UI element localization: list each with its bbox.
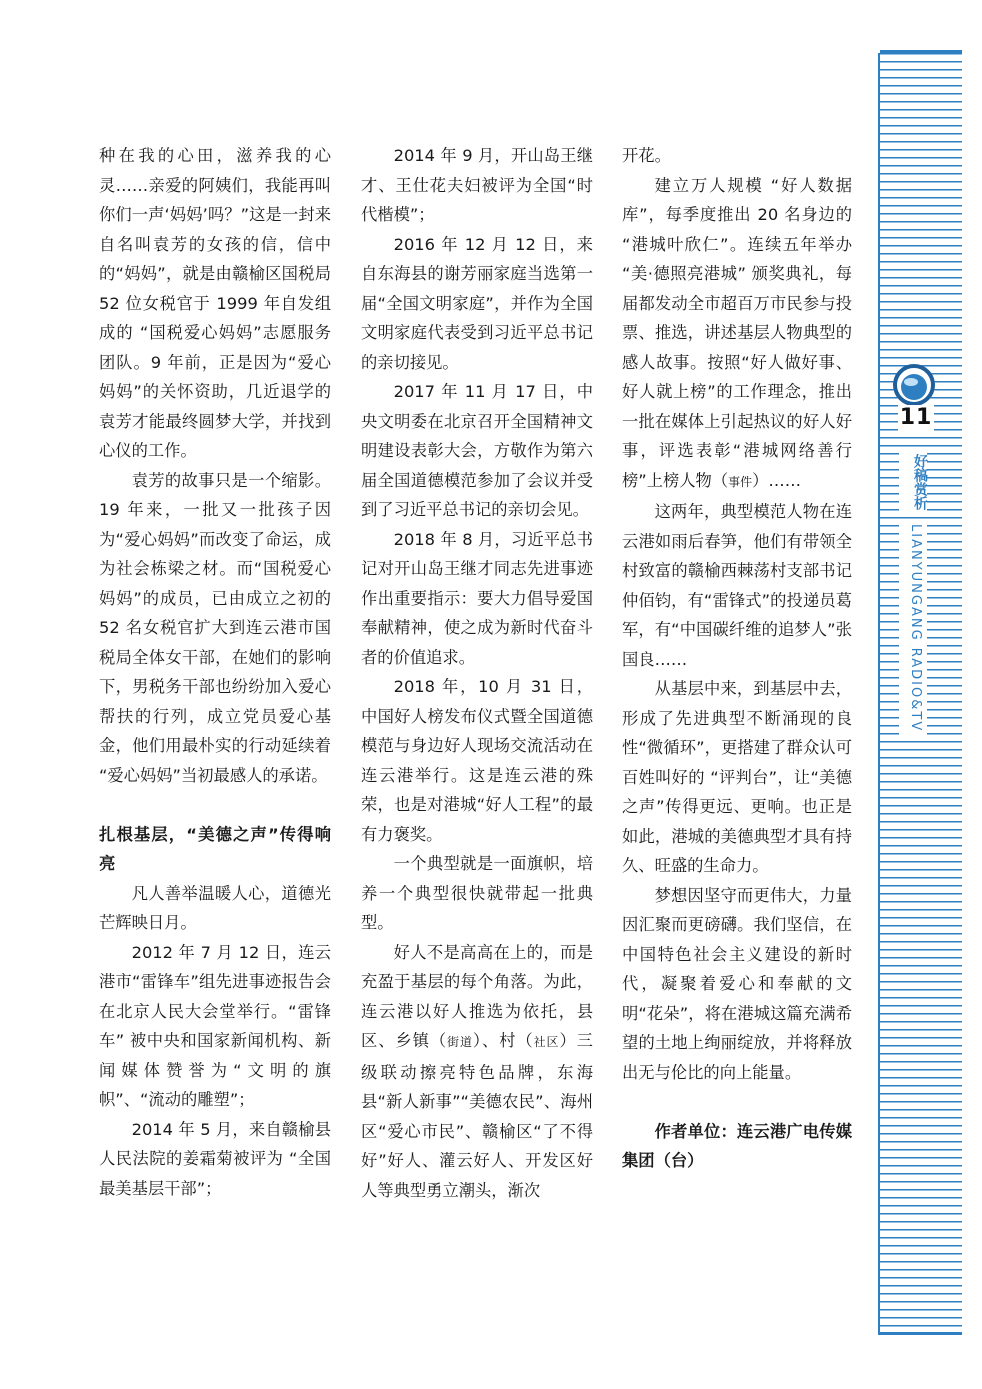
paragraph: 种在我的心田，滋养我的心灵……亲爱的阿姨们，我能再叫你们一声‘妈妈’吗？”这是一封来自名叫袁芳的女孩的信，信中的“妈妈”，就是由赣榆区国税局 52 位女税官于 1999 年自发组成的 “国税爱心妈妈”志愿服务团队。9 年前，正是因为“爱心妈妈”的关怀资助，几近退学的袁芳才能最终圆梦大学，并找到心仪的工作。 [99, 146, 331, 460]
text-run: ）三级联动擦亮特色品牌，东海县“新人新事”“美德农民”、海州区“爱心市民”、赣榆区“了不得好”好人、灌云好人、开发区好人等典型勇立潮头，渐次 [361, 1031, 593, 1200]
paragraph: 2018 年 8 月，习近平总书记对开山岛王继才同志先进事迹作出重要指示：要大力倡导爱国奉献精神，使之成为新时代奋斗者的价值追求。 [361, 529, 593, 667]
text-run-small: 社区 [533, 1035, 560, 1049]
paragraph: 2018 年，10 月 31 日，中国好人榜发布仪式暨全国道德模范与身边好人现场交流活动在连云港举行。这是连云港的殊荣，也是对港城“好人工程”的最有力褒奖。 [361, 677, 593, 844]
text-column-3 [622, 141, 852, 1176]
paragraph [361, 938, 593, 1206]
paragraph: 2014 年 5 月，来自赣榆县人民法院的姜霜菊被评为 “全国最美基层干部”； [99, 1119, 331, 1198]
text-run: ）…… [752, 470, 801, 490]
paragraph: 2016 年 12 月 12 日，来自东海县的谢芳丽家庭当选第一届“全国文明家庭”，并作为全国文明家庭代表受到习近平总书记的亲切接见。 [361, 234, 593, 372]
text-run-small: 事件 [728, 474, 753, 489]
paragraph: 凡人善举温暖人心，道德光芒辉映日月。 [99, 883, 331, 932]
text-run: 建立万人规模 “好人数据库”，每季度推出 20 名身边的 “港城叶欣仁”。连续五年举办 “美·德照亮港城” 颁奖典礼，每届都发动全市超百万市民参与投票、推选，讲述基层人物典型的感人故事。按照“好人做好事、好人就上榜”的工作理念，推出一批在媒体上引起热议的好人好事，评选表彰“港城网络善行榜”上榜人物（ [622, 175, 852, 490]
author-affiliation: 作者单位：连云港广电传媒集团（台） [622, 1121, 852, 1170]
text-column-2 [361, 141, 593, 1205]
paragraph: 这两年，典型模范人物在连云港如雨后春笋，他们有带领全村致富的赣榆西棘荡村支部书记仲佰钧，有“雷锋式”的投递员葛军，有“中国碳纤维的追梦人”张国良…… [622, 502, 852, 669]
page-number: 11 [899, 405, 933, 430]
paragraph: 2014 年 9 月，开山岛王继才、王仕花夫妇被评为全国“时代楷模”； [361, 146, 593, 224]
section-label: 好稿赏析 [899, 452, 927, 512]
paragraph: 2012 年 7 月 12 日，连云港市“雷锋车”组先进事迹报告会在北京人民大会堂举行。“雷锋车” 被中央和国家新闻机构、新闻媒体赞誉为“文明的旗帜”、“流动的雕塑”； [99, 942, 331, 1109]
paragraph: 梦想因坚守而更伟大，力量因汇聚而更磅礴。我们坚信，在中国特色社会主义建设的新时代，凝聚着爱心和奉献的文明“花朵”，将在港城这篇充满希望的土地上绚丽绽放，并将释放出无与伦比的向上能量。 [622, 885, 852, 1082]
section-heading: 扎根基层，“美德之声”传得响亮 [99, 824, 331, 873]
band-bottom-rule [880, 1332, 962, 1335]
paragraph: 开花。 [622, 146, 671, 165]
text-run-small: 街道 [447, 1035, 473, 1049]
text-run: 好人不是高高在上的，而是充盈于基层的每个角落。为此，连云港以好人推选为依托，县区、乡镇（ [361, 942, 593, 1050]
paragraph [622, 171, 852, 498]
spacer [622, 1087, 852, 1117]
paragraph: 一个典型就是一面旗帜，培养一个典型很快就带起一批典型。 [361, 854, 593, 932]
text-run: ）、村（ [472, 1031, 534, 1050]
paragraph: 从基层中来，到基层中去，形成了先进典型不断涌现的良性“微循环”，更搭建了群众认可百姓叫好的 “评判台”，让“美德之声”传得更远、更响。也正是如此，港城的美德典型才具有持久、旺盛的生命力。 [622, 679, 852, 875]
english-label: LIANYUNGANG RADIO&TV [899, 520, 927, 736]
band-left-rule [878, 53, 880, 1335]
paragraph: 袁芳的故事只是一个缩影。19 年来，一批又一批孩子因为“爱心妈妈”而改变了命运，成为社会栋梁之材。而“国税爱心妈妈”的成员，已由成立之初的 52 名女税官扩大到连云港市国税局全体女干部，在她们的影响下，男税务干部也纷纷加入爱心帮扶的行列，成立党员爱心基金，他们用最朴实的行动延续着 “爱心妈妈”当初最感人的承诺。 [99, 470, 331, 785]
station-logo-icon [892, 363, 936, 407]
text-column-1 [99, 141, 331, 1203]
spacer [99, 790, 331, 820]
paragraph: 2017 年 11 月 17 日，中央文明委在北京召开全国精神文明建设表彰大会，方敬作为第六届全国道德模范参加了会议并受到了习近平总书记的亲切会见。 [361, 382, 593, 519]
